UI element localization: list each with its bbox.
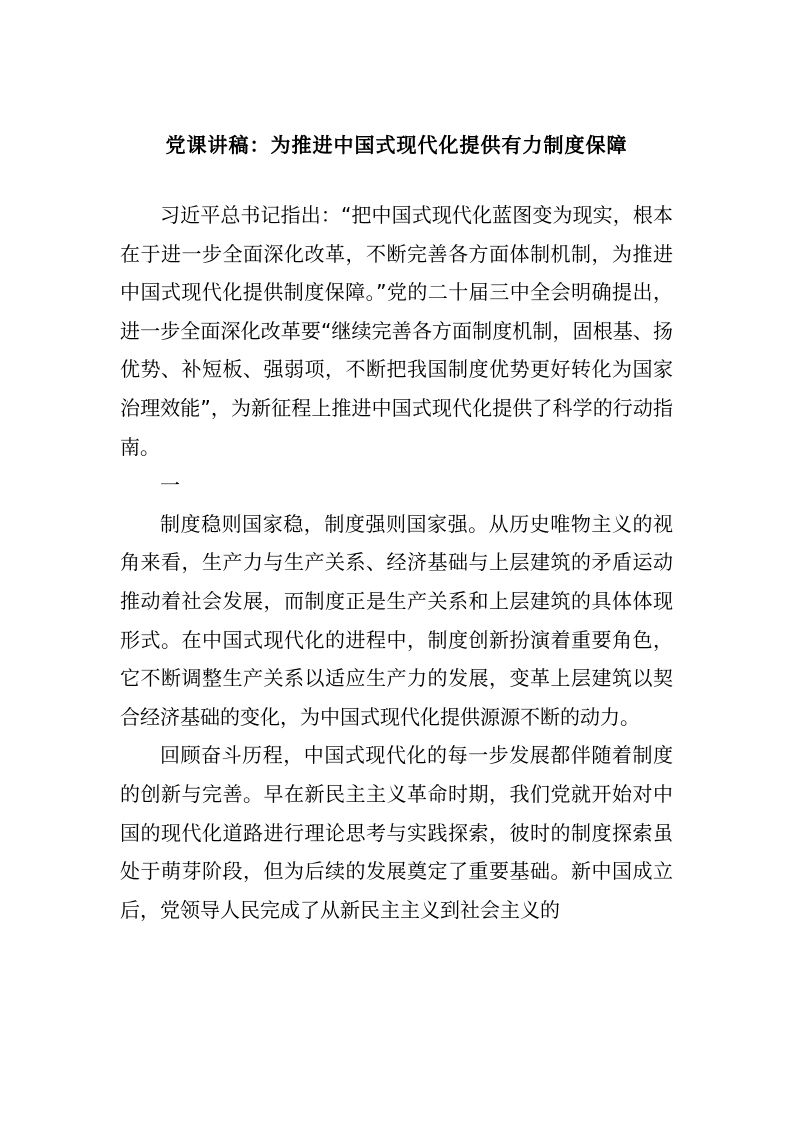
paragraph-history: 回顾奋斗历程，中国式现代化的每一步发展都伴随着制度的创新与完善。早在新民主主义革命时期，我们党就开始对中国的现代化道路进行理论思考与实践探索，彼时的制度探索虽处于萌芽阶段，但为后续的发展奠定了重要基础。新中国成立后，党领导人民完成了从新民主主义到社会主义的 xyxy=(120,743,673,922)
paragraph-institution: 制度稳则国家稳，制度强则国家强。从历史唯物主义的视角来看，生产力与生产关系、经济基础与上层建筑的矛盾运动推动着社会发展，而制度正是生产关系和上层建筑的具体体现形式。在中国式现代化的进程中，制度创新扮演着重要角色，它不断调整生产关系以适应生产力的发展，变革上层建筑以契合经济基础的变化，为中国式现代化提供源源不断的动力。 xyxy=(120,511,673,729)
document-title: 党课讲稿：为推进中国式现代化提供有力制度保障 xyxy=(165,133,628,157)
paragraph-intro: 习近平总书记指出：“把中国式现代化蓝图变为现实，根本在于进一步全面深化改革，不断完善各方面体制机制，为推进中国式现代化提供制度保障。”党的二十届三中全会明确提出，进一步全面深化改革要“继续完善各方面制度机制，固根基、扬优势、补短板、强弱项，不断把我国制度优势更好转化为国家治理效能”，为新征程上推进中国式现代化提供了科学的行动指南。 xyxy=(120,203,673,459)
document-body xyxy=(120,196,673,929)
section-number: 一 xyxy=(160,473,180,498)
